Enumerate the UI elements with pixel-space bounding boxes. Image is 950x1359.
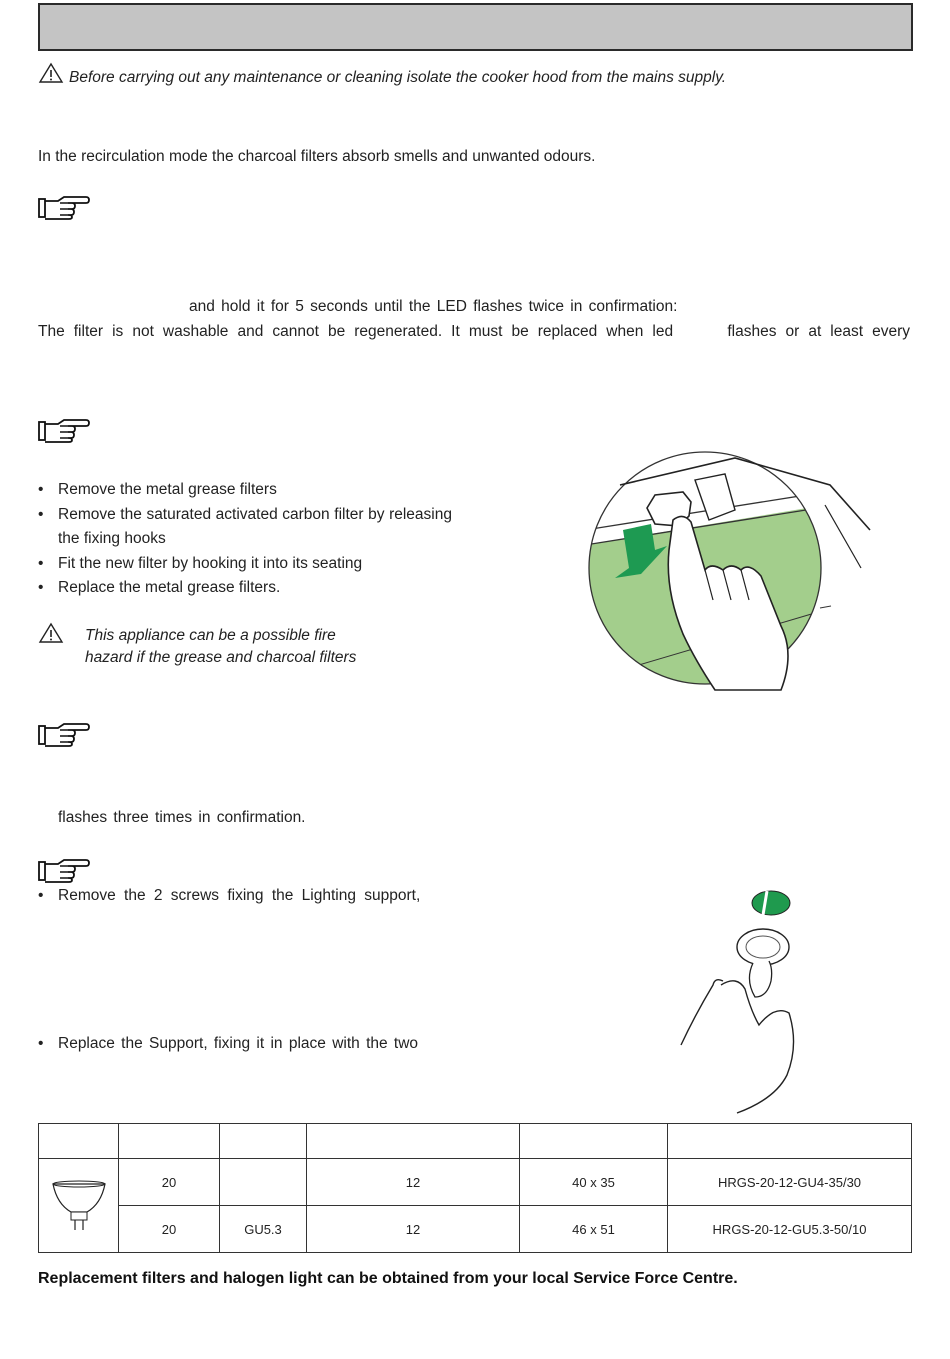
maintenance-warning: Before carrying out any maintenance or cleaning isolate the cooker hood from the mains supply. [69, 69, 727, 86]
lamp-wattage: 20 [119, 1206, 220, 1253]
lamp-icon [49, 1174, 109, 1234]
list-item: • Remove the metal grease filters [38, 481, 277, 498]
lamp-code: HRGS-20-12-GU5.3-50/10 [668, 1206, 912, 1253]
table-header-cell [39, 1124, 119, 1159]
table-row [39, 1206, 912, 1253]
recirculation-intro: In the recirculation mode the charcoal filters absorb smells and unwanted odours. [38, 148, 596, 165]
table-header-cell [307, 1124, 520, 1159]
lamp-icon-cell [39, 1159, 119, 1253]
halogen-lamp-illustration [675, 885, 805, 1115]
pointing-hand-icon [38, 722, 90, 748]
filter-replacement-note: The filter is not washable and cannot be regenerated. It must be replaced when led flashes or at least every [38, 323, 910, 340]
fire-warning-line-1: This appliance can be a possible fire [85, 627, 336, 644]
table-header-row [39, 1124, 912, 1159]
pointing-hand-icon [38, 418, 90, 444]
pointing-hand-icon [38, 195, 90, 221]
table-header-cell [119, 1124, 220, 1159]
table-header-cell [220, 1124, 307, 1159]
reset-instruction: and hold it for 5 seconds until the LED flashes twice in confirmation: [189, 298, 678, 315]
lamp-base: GU5.3 [220, 1206, 307, 1253]
warning-triangle-icon [38, 62, 64, 84]
table-header-cell [520, 1124, 668, 1159]
flash-confirmation: flashes three times in confirmation. [58, 809, 306, 826]
table-row [39, 1159, 912, 1206]
lamp-voltage: 12 [307, 1206, 520, 1253]
list-item: • Fit the new filter by hooking it into its seating [38, 554, 363, 572]
replacement-parts-note: Replacement filters and halogen light can be obtained from your local Service Force Centre. [38, 1270, 738, 1287]
lamp-voltage: 12 [307, 1159, 520, 1206]
section-header-bar [38, 3, 913, 51]
lamp-size: 46 x 51 [520, 1206, 668, 1253]
list-item: • Remove the saturated activated carbon filter by releasing the fixing hooks [38, 505, 452, 547]
lamp-wattage: 20 [119, 1159, 220, 1206]
lamp-size: 40 x 35 [520, 1159, 668, 1206]
pointing-hand-icon [38, 858, 90, 884]
warning-triangle-icon [38, 622, 64, 644]
lamp-code: HRGS-20-12-GU4-35/30 [668, 1159, 912, 1206]
lamp-specification-table [38, 1123, 912, 1253]
fire-warning-line-2: hazard if the grease and charcoal filters [85, 649, 357, 666]
list-item: • Replace the metal grease filters. [38, 579, 281, 596]
table-header-cell [668, 1124, 912, 1159]
filter-removal-illustration [585, 450, 875, 700]
lighting-step-2: • Replace the Support, fixing it in place with the two [38, 1035, 419, 1052]
lighting-step-1: • Remove the 2 screws fixing the Lighting support, [38, 887, 421, 904]
lamp-base [220, 1159, 307, 1206]
filter-steps-list [38, 478, 452, 601]
